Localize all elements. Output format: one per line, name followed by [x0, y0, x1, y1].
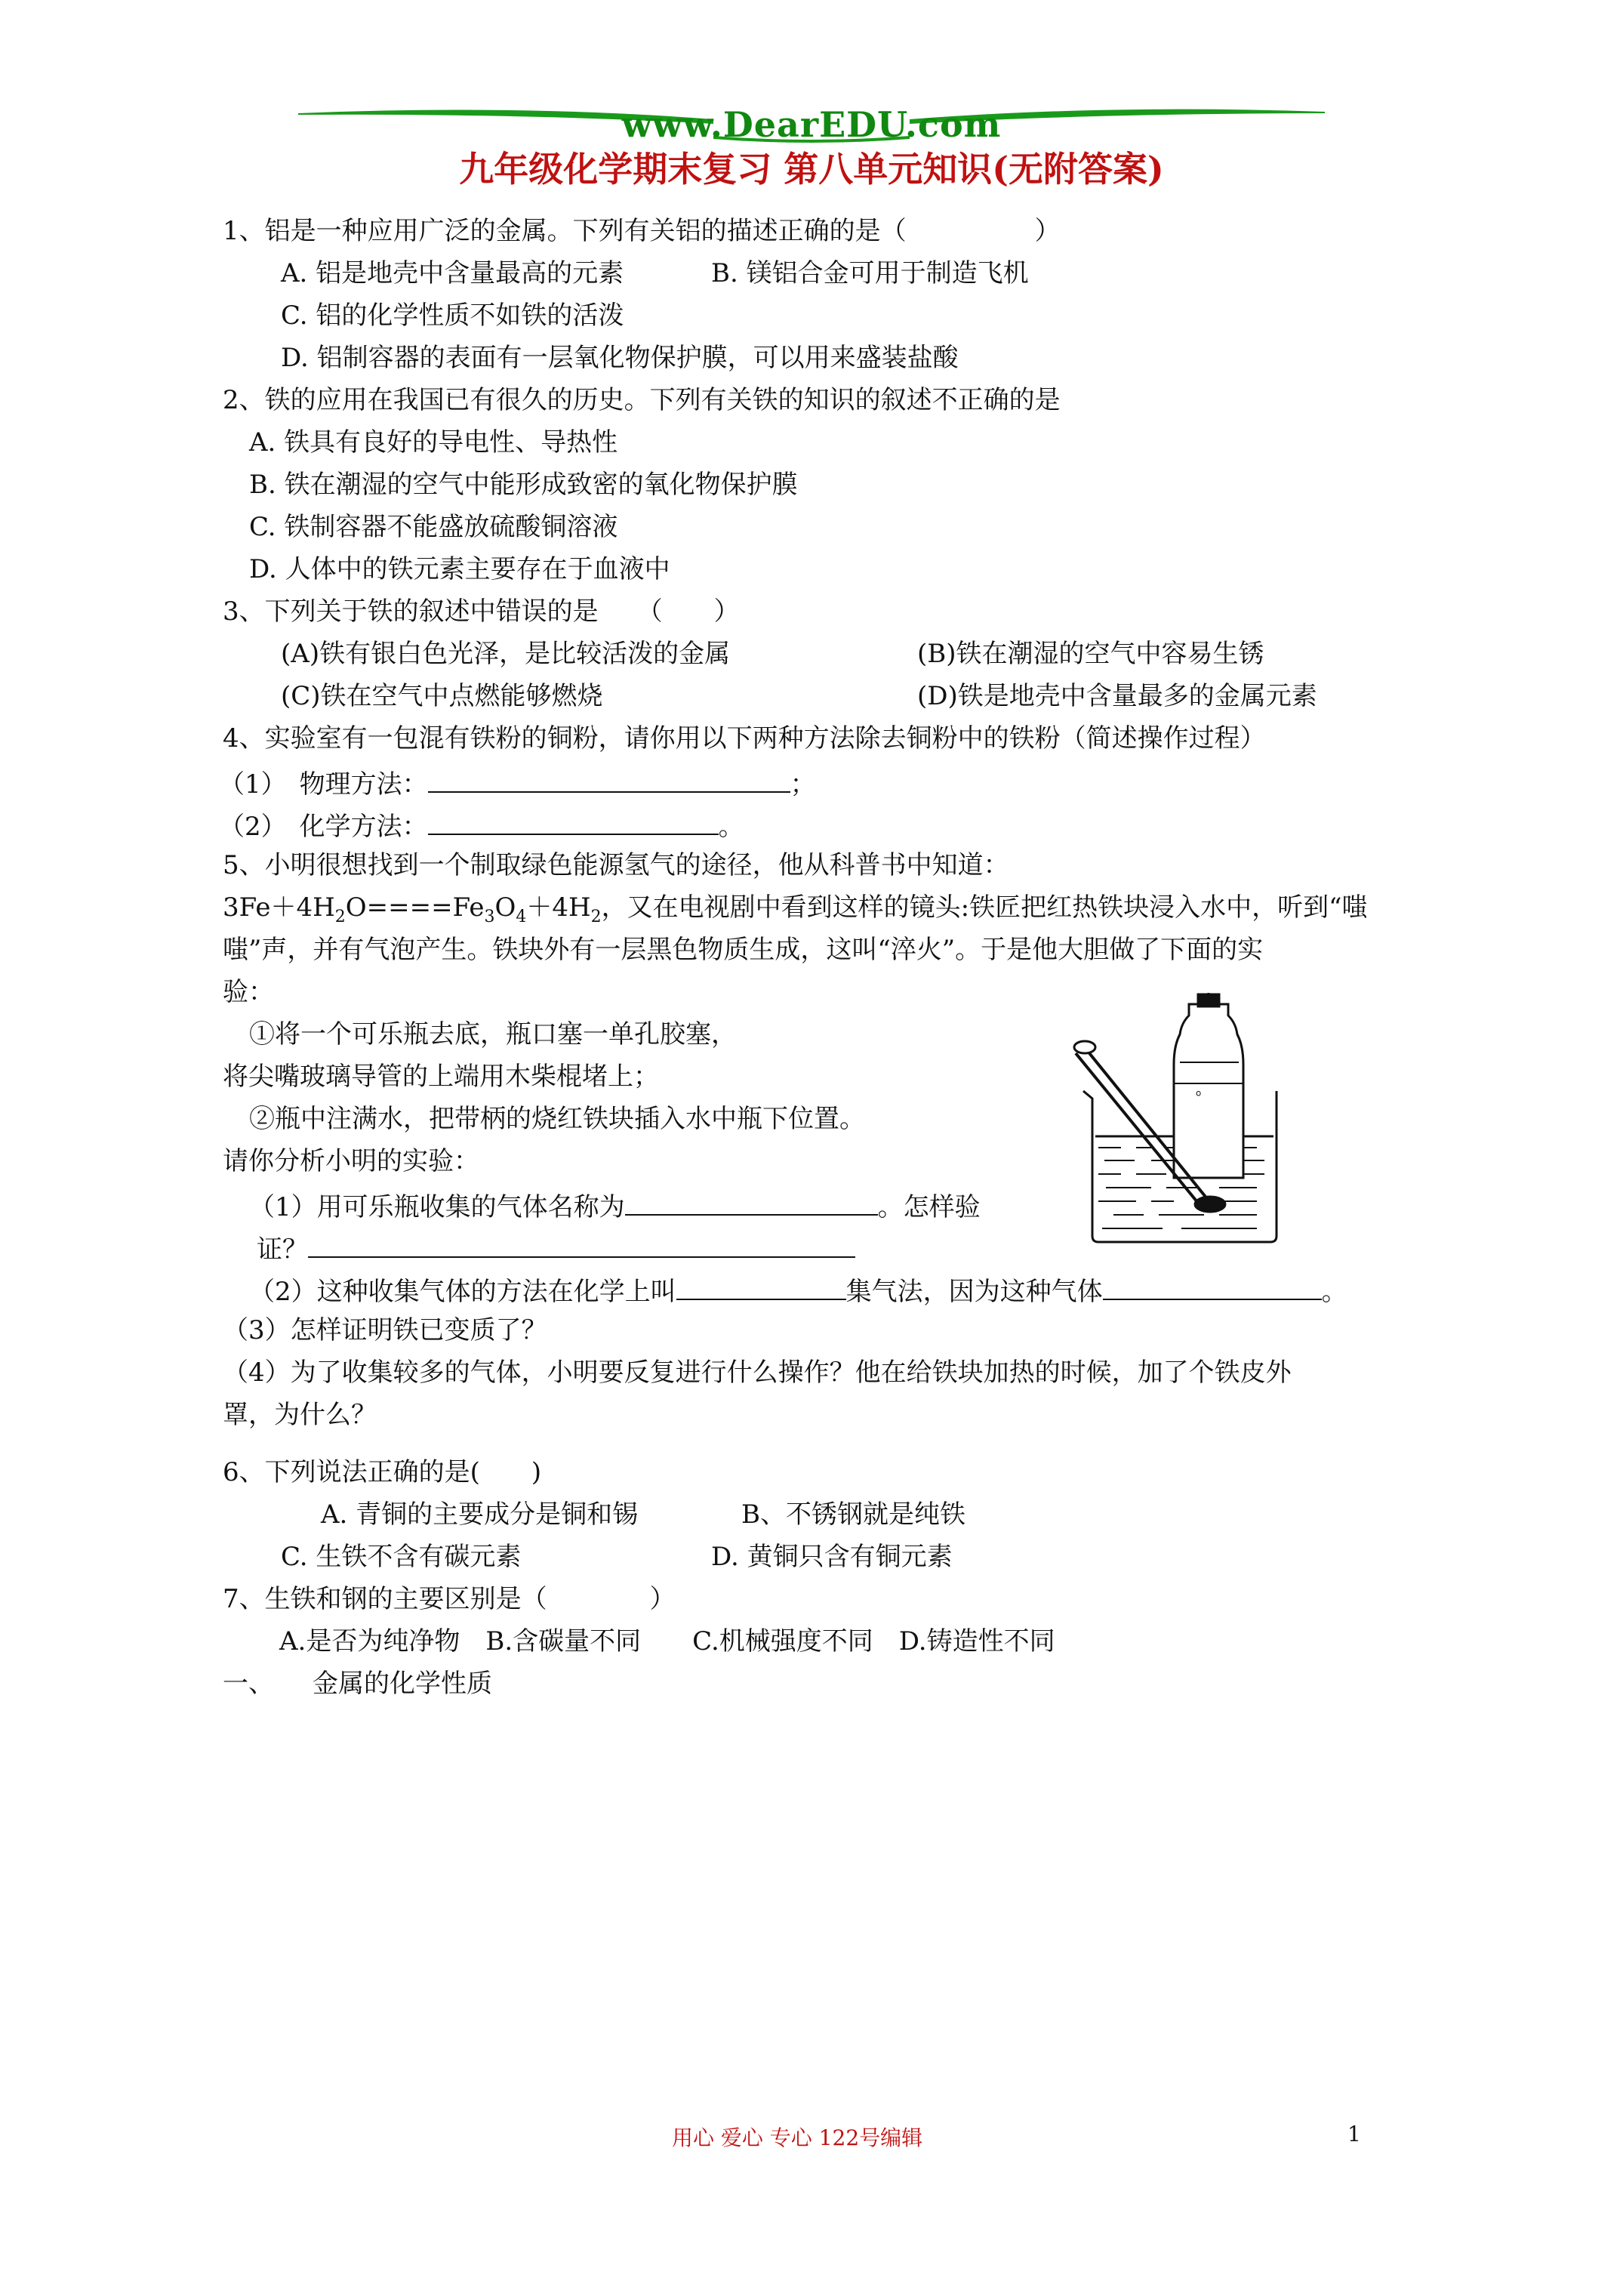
question-7: 7、生铁和钢的主要区别是（ ） [223, 1584, 676, 1614]
apparatus-illustration-icon [1068, 993, 1280, 1250]
q5-sub-2: （2）这种收集气体的方法在化学上叫 集气法，因为这种气体 。 [249, 1273, 1347, 1307]
q2-option-b: B. 铁在潮湿的空气中能形成致密的氧化物保护膜 [249, 470, 798, 500]
question-3: 3、下列关于铁的叙述中错误的是 （ ） [223, 596, 740, 627]
q1-option-a: A. 铝是地壳中含量最高的元素 [281, 258, 624, 288]
q5-equation-line: $3Fe+4H_2O====Fe_3O_4+4H_2$，又在电视剧中看到这样的镜头:铁匠把红热铁块浸入水中，听到“嗤 [223, 892, 1368, 926]
q6-option-a: A. 青铜的主要成分是铜和锡 [321, 1499, 639, 1530]
question-5: 5、小明很想找到一个制取绿色能源氢气的途径，他从科普书中知道： [223, 850, 1009, 880]
page-number: 1 [1347, 2122, 1361, 2147]
experiment-apparatus-figure [1068, 993, 1280, 1250]
q3-option-c: (C)铁在空气中点燃能够燃烧 [281, 681, 603, 711]
answer-blank[interactable] [625, 1188, 878, 1216]
q4-physical-method: （1） 物理方法： ； [219, 766, 816, 800]
q5-text-line-2: 嗤”声，并有气泡产生。铁块外有一层黑色物质生成，这叫“淬火”。于是他大胆做了下面的实 [223, 935, 1264, 965]
site-url: www.DearEDU.com [621, 104, 1002, 145]
footer-text: 用心 爱心 专心 122号编辑 [672, 2125, 923, 2150]
answer-blank[interactable] [308, 1231, 855, 1258]
answer-blank[interactable] [1103, 1273, 1322, 1300]
svg-text:ﾟ: ﾟ [1195, 1089, 1206, 1116]
q7-options: A.是否为纯净物 B.含碳量不同 C.机械强度不同 D.铸造性不同 [279, 1626, 1055, 1657]
q3-option-a: (A)铁有银白色光泽，是比较活泼的金属 [281, 639, 731, 669]
q1-option-c: C. 铝的化学性质不如铁的活泼 [281, 300, 624, 331]
question-4: 4、实验室有一包混有铁粉的铜粉，请你用以下两种方法除去铜粉中的铁粉（简述操作过程） [223, 723, 1266, 754]
q5-text-line-3: 验： [223, 977, 274, 1007]
q4-chemical-method: （2） 化学方法： 。 [219, 808, 744, 842]
page-title: 九年级化学期末复习 第八单元知识(无附答案) [459, 149, 1164, 190]
q6-option-d: D. 黄铜只含有铜元素 [711, 1542, 953, 1572]
q5-step-1-cont: 将尖嘴玻璃导管的上端用木柴棍堵上； [223, 1062, 659, 1092]
q5-step-2: ②瓶中注满水，把带柄的烧红铁块插入水中瓶下位置。 [249, 1104, 865, 1134]
q2-option-c: C. 铁制容器不能盛放硫酸铜溶液 [249, 512, 618, 542]
q1-option-d: D. 铝制容器的表面有一层氧化物保护膜，可以用来盛装盐酸 [281, 343, 959, 373]
question-2: 2、铁的应用在我国已有很久的历史。下列有关铁的知识的叙述不正确的是 [223, 385, 1061, 415]
q5-analyze: 请你分析小明的实验： [223, 1146, 479, 1176]
question-1: 1、铝是一种应用广泛的金属。下列有关铝的描述正确的是（ ） [223, 216, 1061, 246]
q5-step-1: ①将一个可乐瓶去底，瓶口塞一单孔胶塞， [249, 1019, 737, 1049]
answer-blank[interactable] [428, 808, 719, 835]
section-heading: 一、 金属的化学性质 [223, 1669, 492, 1699]
answer-blank[interactable] [676, 1273, 846, 1300]
q5-sub-1-verify: 证？ [257, 1231, 855, 1265]
q3-option-d: (D)铁是地壳中含量最多的金属元素 [917, 681, 1317, 711]
question-6: 6、下列说法正确的是( ) [223, 1457, 542, 1487]
q2-option-a: A. 铁具有良好的导电性、导热性 [249, 427, 618, 458]
q6-option-b: B、不锈钢就是纯铁 [741, 1499, 965, 1530]
q5-sub-4: （4）为了收集较多的气体，小明要反复进行什么操作？他在给铁块加热的时候，加了个铁皮外 [223, 1358, 1292, 1388]
q5-sub-3: （3）怎样证明铁已变质了？ [223, 1315, 547, 1345]
q6-option-c: C. 生铁不含有碳元素 [281, 1542, 522, 1572]
q3-option-b: (B)铁在潮湿的空气中容易生锈 [917, 639, 1264, 669]
q1-option-b: B. 镁铝合金可用于制造飞机 [711, 258, 1029, 288]
answer-blank[interactable] [428, 766, 790, 793]
q5-sub-1: （1）用可乐瓶收集的气体名称为 。怎样验 [249, 1188, 981, 1222]
q2-option-d: D. 人体中的铁元素主要存在于血液中 [249, 554, 670, 584]
q5-sub-4-cont: 罩，为什么？ [223, 1400, 377, 1430]
